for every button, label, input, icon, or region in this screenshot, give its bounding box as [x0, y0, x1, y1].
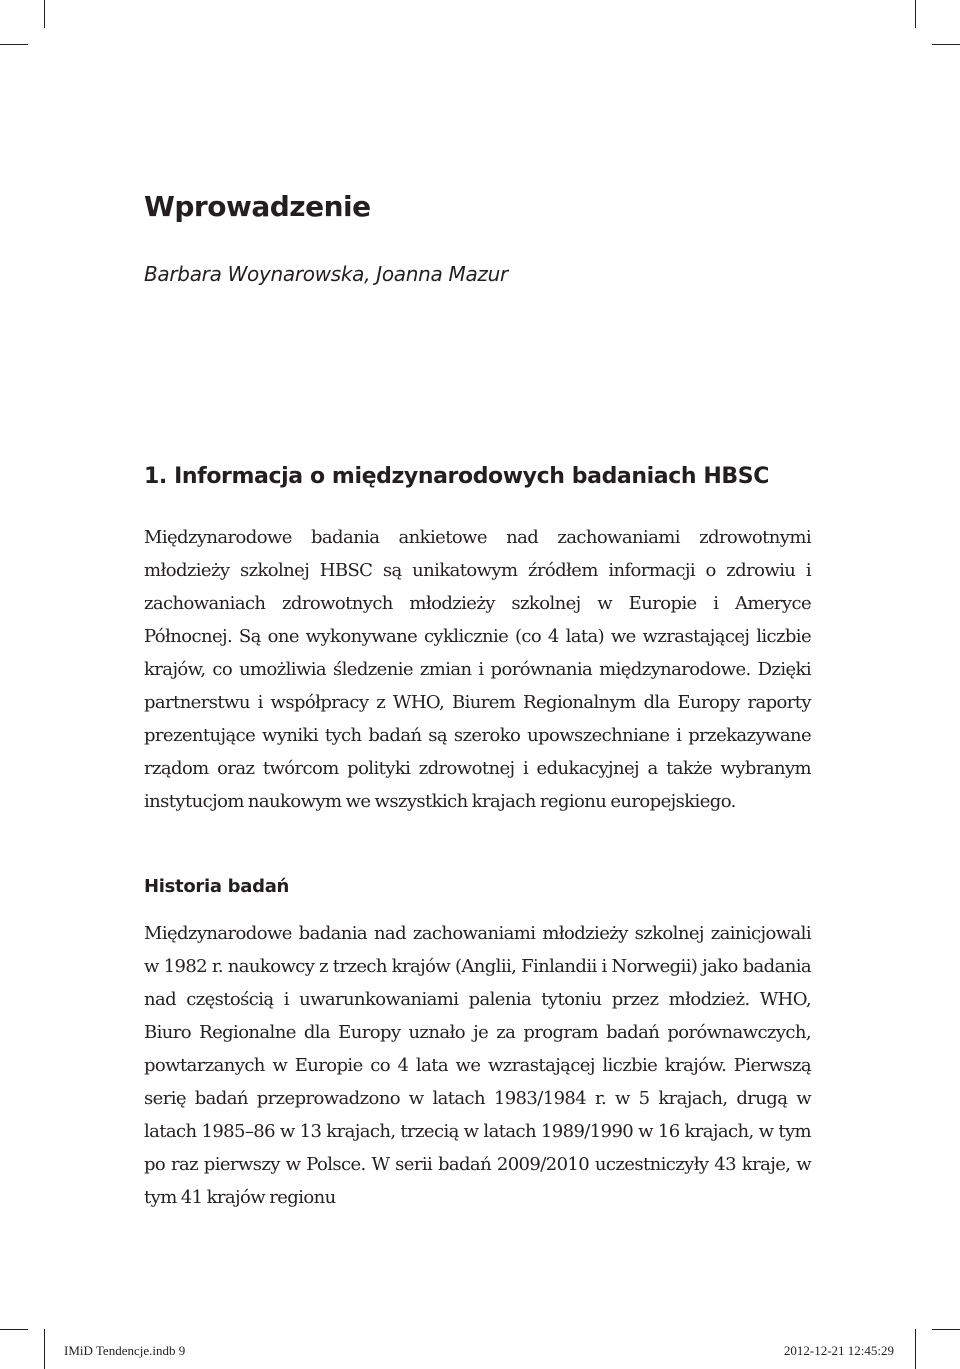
footer-timestamp: 2012-12-21 12:45:29	[783, 1343, 894, 1358]
subsection-heading: Historia badań	[144, 876, 290, 897]
footer-rule-right	[932, 1329, 960, 1330]
footer-rule-left	[0, 1329, 28, 1330]
footer-separator-right	[915, 1329, 916, 1369]
subsection-paragraph: Międzynarodowe badania nad zachowaniami młodzieży szkolnej zainicjowali w 1982 r. naukowcy z trzech krajów (Anglii, Finlandii i Norwegii) jako badania nad częstością i uwarunkowaniami palenia tytoniu przez młodzież. WHO, Biuro Regionalne dla Europy uznało je za program badań porównawczych, powtarzanych w Europie co 4 lata we wzrastającej liczbie krajów. Pierwszą serię badań przeprowadzono w latach 1983/1984 r. w 5 krajach, drugą w latach 1985–86 w 13 krajach, trzecią w latach 1989/1990 w 16 krajach, w tym po raz pierwszy w Polsce. W serii badań 2009/2010 uczestniczyły 43 kraje, w tym 41 krajów regionu	[144, 923, 811, 1208]
page-title: Wprowadzenie	[144, 190, 371, 223]
footer-file-info: IMiD Tendencje.indb 9	[64, 1343, 186, 1358]
section-heading: 1. Informacja o międzynarodowych badaniach HBSC	[144, 464, 769, 489]
crop-mark-top-left-horizontal	[0, 44, 28, 45]
section-paragraph: Międzynarodowe badania ankietowe nad zachowaniami zdrowotnymi młodzieży szkolnej HBSC są unikatowym źródłem informacji o zdrowiu i zachowaniach zdrowotnych młodzieży szkolnej w Europie i Ameryce Północnej. Są one wykonywane cyklicznie (co 4 lata) we wzrastającej liczbie krajów, co umożliwia śledzenie zmian i porównania międzynarodowe. Dzięki partnerstwu i współpracy z WHO, Biurem Regionalnym dla Europy raporty prezentujące wyniki tych badań są szeroko upowszechniane i przekazywane rządom oraz twórcom polityki zdrowotnej i edukacyjnej a także wybranym instytucjom naukowym we wszystkich krajach regionu europejskiego.	[144, 527, 811, 812]
footer-separator-left	[44, 1329, 45, 1369]
crop-mark-top-right-vertical	[915, 0, 916, 28]
crop-mark-top-right-horizontal	[932, 44, 960, 45]
authors: Barbara Woynarowska, Joanna Mazur	[144, 262, 508, 286]
crop-mark-top-left-vertical	[44, 0, 45, 28]
